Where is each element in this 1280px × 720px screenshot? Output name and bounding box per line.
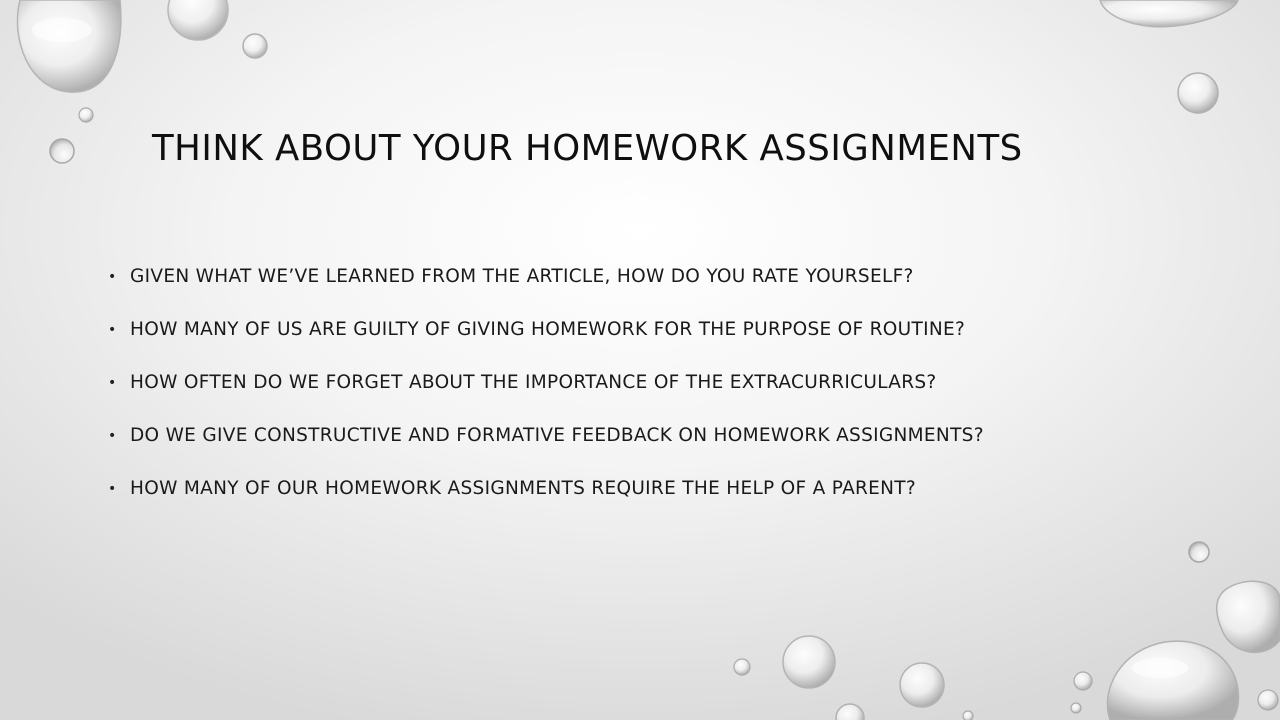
list-item — [108, 418, 1188, 454]
list-item — [108, 312, 1188, 348]
list-item — [108, 365, 1188, 401]
droplet — [243, 34, 267, 58]
droplet — [1107, 641, 1238, 720]
droplet — [900, 663, 944, 707]
droplet — [1217, 581, 1280, 652]
slide-title: THINK ABOUT YOUR HOMEWORK ASSIGNMENTS — [152, 128, 1023, 169]
droplet — [783, 636, 835, 688]
droplet — [1178, 73, 1218, 113]
bullet-text: HOW MANY OF US ARE GUILTY OF GIVING HOMEWORK FOR THE PURPOSE OF ROUTINE? — [130, 319, 966, 340]
bullet-text: GIVEN WHAT WE’VE LEARNED FROM THE ARTICLE, HOW DO YOU RATE YOURSELF? — [130, 266, 914, 287]
bullet-icon: • — [108, 269, 117, 285]
bullet-icon: • — [108, 481, 117, 497]
bullet-text: HOW MANY OF OUR HOMEWORK ASSIGNMENTS REQUIRE THE HELP OF A PARENT? — [130, 478, 917, 499]
droplet — [963, 711, 973, 720]
bullet-icon: • — [108, 322, 117, 338]
droplet — [168, 0, 228, 40]
droplet — [79, 108, 93, 122]
droplet — [1071, 703, 1081, 713]
droplet — [1189, 542, 1209, 562]
bullet-icon: • — [108, 428, 117, 444]
droplet — [1074, 672, 1092, 690]
droplet — [50, 139, 74, 163]
bullet-list — [108, 259, 1188, 524]
list-item — [108, 259, 1188, 295]
list-item — [108, 471, 1188, 507]
droplet — [836, 704, 864, 720]
bullet-icon: • — [108, 375, 117, 391]
bullet-text: DO WE GIVE CONSTRUCTIVE AND FORMATIVE FEEDBACK ON HOMEWORK ASSIGNMENTS? — [130, 425, 984, 446]
droplet — [1100, 0, 1238, 27]
droplet — [734, 659, 750, 675]
bullet-text: HOW OFTEN DO WE FORGET ABOUT THE IMPORTANCE OF THE EXTRACURRICULARS? — [130, 372, 937, 393]
droplet — [1258, 690, 1278, 710]
droplet — [17, 0, 120, 92]
